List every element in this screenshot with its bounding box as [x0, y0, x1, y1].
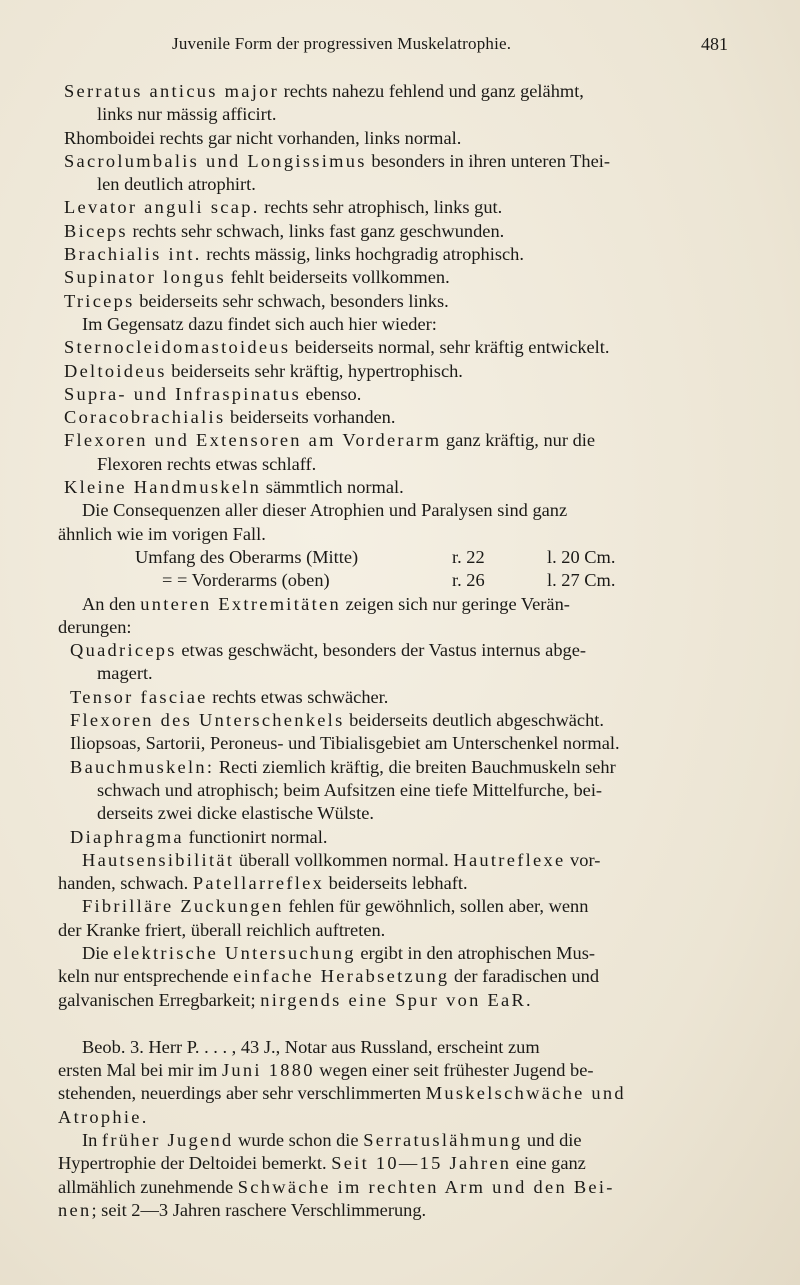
measurement-row — [58, 546, 738, 569]
text-run: der Kranke friert, überall reichlich auftreten. — [58, 919, 386, 940]
text-line — [58, 266, 738, 289]
spaced-term: Brachialis int. — [64, 244, 202, 265]
text-run: beiderseits lebhaft. — [324, 873, 468, 894]
text-line — [58, 1129, 738, 1152]
text-line — [58, 220, 738, 243]
text-line — [58, 919, 738, 942]
text-line — [58, 243, 738, 266]
text-line — [58, 103, 738, 126]
text-run: rechts mässig, links hochgradig atrophisch. — [201, 244, 524, 265]
text-run: ergibt in den atrophischen Mus- — [355, 942, 595, 963]
text-run: In — [82, 1130, 102, 1151]
text-line — [58, 616, 738, 639]
text-line — [58, 499, 738, 522]
text-run: der faradischen und — [449, 966, 600, 987]
text-run: Beob. 3. Herr P. . . . , 43 J., Notar aus Russland, erscheint zum — [82, 1036, 540, 1057]
text-run: functionirt normal. — [183, 826, 328, 847]
text-run: handen, schwach. — [58, 873, 193, 894]
spaced-term: Serratuslähmung — [363, 1130, 523, 1151]
spaced-term: Schwäche im rechten Arm und den Bei- — [237, 1176, 615, 1197]
spaced-term: Serratus anticus major — [64, 81, 280, 101]
text-run: beiderseits deutlich abgeschwächt. — [344, 710, 604, 731]
spaced-term: früher Jugend — [101, 1130, 234, 1151]
spaced-term: Supra- und Infraspinatus — [64, 383, 302, 404]
text-run: beiderseits sehr kräftig, hypertrophisch. — [166, 360, 463, 381]
text-line — [58, 1059, 738, 1082]
text-line — [58, 80, 738, 103]
text-run: schwach und atrophisch; beim Aufsitzen eine tiefe Mittelfurche, bei- — [97, 779, 603, 800]
text-run: ersten Mal bei mir im — [58, 1060, 222, 1081]
text-line — [58, 942, 738, 965]
text-line — [58, 196, 738, 219]
text-run: beiderseits sehr schwach, besonders links. — [134, 290, 449, 311]
text-line — [58, 290, 738, 313]
text-line — [58, 406, 738, 429]
measurement-left: l. 20 Cm. — [547, 546, 616, 567]
body-text — [58, 80, 738, 1222]
text-run: Recti ziemlich kräftig, die breiten Bauchmuskeln sehr — [214, 756, 616, 777]
text-run: links nur mässig afficirt. — [97, 104, 277, 125]
spaced-term: unteren Extremitäten — [140, 593, 341, 614]
text-run: sämmtlich normal. — [261, 477, 404, 498]
text-run: beiderseits normal, sehr kräftig entwickelt. — [290, 337, 610, 358]
text-run: rechts nahezu fehlend und ganz gelähmt, — [279, 81, 584, 101]
spaced-term: Triceps — [64, 290, 135, 311]
text-run: etwas geschwächt, besonders der Vastus internus abge- — [176, 640, 586, 661]
text-run: Die — [82, 942, 114, 963]
spaced-term: elektrische Untersuchung — [113, 942, 356, 963]
text-run: stehenden, neuerdings aber sehr verschlimmerten — [58, 1083, 426, 1104]
spaced-term: Muskelschwäche und — [425, 1083, 626, 1104]
text-line — [58, 453, 738, 476]
spaced-term: einfache Herabsetzung — [233, 966, 450, 987]
text-run: Im Gegensatz dazu findet sich auch hier wieder: — [82, 313, 437, 334]
text-line — [58, 1199, 738, 1222]
circumference-measurements — [58, 546, 738, 593]
text-line — [58, 150, 738, 173]
text-line — [58, 849, 738, 872]
text-run: len deutlich atrophirt. — [97, 174, 256, 195]
text-line — [58, 802, 738, 825]
text-run: rechts sehr atrophisch, links gut. — [259, 197, 503, 218]
page-number: 481 — [701, 34, 728, 54]
text-line — [58, 523, 738, 546]
text-run: derseits zwei dicke elastische Wülste. — [97, 803, 374, 824]
running-title: Juvenile Form der progressiven Muskelatrophie. — [172, 34, 512, 53]
text-run: rechts sehr schwach, links fast ganz geschwunden. — [127, 220, 505, 241]
text-line — [58, 686, 738, 709]
text-line — [58, 1176, 738, 1199]
text-run: magert. — [97, 663, 153, 684]
measurement-label: = = Vorderarms (oben) — [162, 570, 330, 591]
text-run: überall vollkommen normal. — [234, 849, 454, 870]
text-line — [58, 872, 738, 895]
measurement-row — [58, 569, 738, 592]
text-run: Die Consequenzen aller dieser Atrophien und Paralysen sind ganz — [82, 500, 568, 521]
text-line — [58, 1106, 738, 1129]
spaced-term: Seit 10—15 Jahren — [331, 1153, 512, 1174]
text-line — [58, 779, 738, 802]
measurement-label: Umfang des Oberarms (Mitte) — [135, 546, 359, 567]
text-run: zeigen sich nur geringe Verän- — [340, 593, 570, 614]
text-line — [58, 383, 738, 406]
spaced-term: Supinator longus — [64, 267, 226, 288]
measurement-left: l. 27 Cm. — [547, 570, 616, 591]
spaced-term: Sternocleidomastoideus — [64, 337, 291, 358]
text-run: rechts etwas schwächer. — [207, 686, 389, 707]
text-line — [58, 173, 738, 196]
text-run: derungen: — [58, 616, 132, 637]
text-run: ; seit 2—3 Jahren raschere Verschlimmerung. — [91, 1199, 427, 1220]
text-run: vor- — [565, 849, 601, 870]
spaced-term: Kleine Handmuskeln — [64, 477, 262, 498]
spaced-term: Hautsensibilität — [82, 849, 235, 870]
text-run: und die — [522, 1130, 582, 1151]
text-line — [58, 1036, 738, 1059]
spaced-term: Flexoren und Extensoren am Vorderarm — [64, 430, 442, 451]
text-line — [58, 336, 738, 359]
text-run: wurde schon die — [233, 1130, 364, 1151]
text-line — [58, 709, 738, 732]
section-gap — [58, 1012, 738, 1036]
text-run: wegen einer seit frühester Jugend be- — [314, 1060, 594, 1081]
text-line — [58, 476, 738, 499]
text-run: Flexoren rechts etwas schlaff. — [97, 453, 317, 474]
case-3-paragraph — [58, 1036, 738, 1222]
text-run: Iliopsoas, Sartorii, Peroneus- und Tibialisgebiet am Unterschenkel normal. — [70, 733, 620, 754]
text-line — [58, 732, 738, 755]
text-line — [58, 826, 738, 849]
text-run: beiderseits vorhanden. — [225, 407, 396, 428]
spaced-term: Sacrolumbalis und Longissimus — [64, 150, 367, 171]
spaced-term: nen — [58, 1199, 92, 1220]
spaced-term: Flexoren des Unterschenkels — [70, 710, 345, 731]
text-run: allmählich zunehmende — [58, 1176, 238, 1197]
spaced-term: Coracobrachialis — [64, 407, 226, 428]
text-line — [58, 313, 738, 336]
text-run: fehlen für gewöhnlich, sollen aber, wenn — [283, 896, 589, 917]
muscle-findings-upper — [58, 80, 738, 546]
spaced-term: Deltoideus — [64, 360, 167, 381]
text-line — [58, 989, 738, 1012]
text-line — [58, 127, 738, 150]
text-run: ebenso. — [301, 383, 362, 404]
text-run: ähnlich wie im vorigen Fall. — [58, 523, 266, 544]
text-line — [58, 965, 738, 988]
text-line — [58, 593, 738, 616]
text-run: Rhomboidei rechts gar nicht vorhanden, links normal. — [64, 127, 462, 148]
text-line — [58, 639, 738, 662]
text-run: keln nur entsprechende — [58, 966, 234, 987]
text-line — [58, 895, 738, 918]
spaced-term: Bauchmuskeln: — [70, 756, 215, 777]
text-line — [58, 756, 738, 779]
text-run: Hypertrophie der Deltoidei bemerkt. — [58, 1153, 332, 1174]
spaced-term: Hautreflexe — [453, 849, 566, 870]
text-line — [58, 360, 738, 383]
text-run: besonders in ihren unteren Thei- — [366, 150, 610, 171]
spaced-term: Diaphragma — [70, 826, 184, 847]
text-run: eine ganz — [511, 1153, 586, 1174]
text-run: galvanischen Erregbarkeit; — [58, 989, 261, 1010]
text-line — [58, 662, 738, 685]
spaced-term: Biceps — [64, 220, 128, 241]
spaced-term: Quadriceps — [70, 640, 177, 661]
spaced-term: nirgends eine Spur von EaR. — [260, 989, 533, 1010]
spaced-term: Juni 1880 — [221, 1060, 315, 1081]
measurement-right: r. 26 — [452, 570, 485, 591]
spaced-term: Atrophie. — [58, 1106, 149, 1127]
spaced-term: Tensor fasciae — [70, 686, 208, 707]
text-line — [58, 1082, 738, 1105]
text-line — [58, 1152, 738, 1175]
text-run: fehlt beiderseits vollkommen. — [225, 267, 450, 288]
text-run: ganz kräftig, nur die — [441, 430, 596, 451]
text-run: An den — [82, 593, 141, 614]
measurement-right: r. 22 — [452, 546, 485, 567]
spaced-term: Fibrilläre Zuckungen — [82, 896, 284, 917]
text-line — [58, 429, 738, 452]
muscle-findings-lower — [58, 593, 738, 1012]
running-header — [60, 34, 728, 58]
spaced-term: Levator anguli scap. — [64, 197, 260, 218]
spaced-term: Patellarreflex — [192, 873, 325, 894]
